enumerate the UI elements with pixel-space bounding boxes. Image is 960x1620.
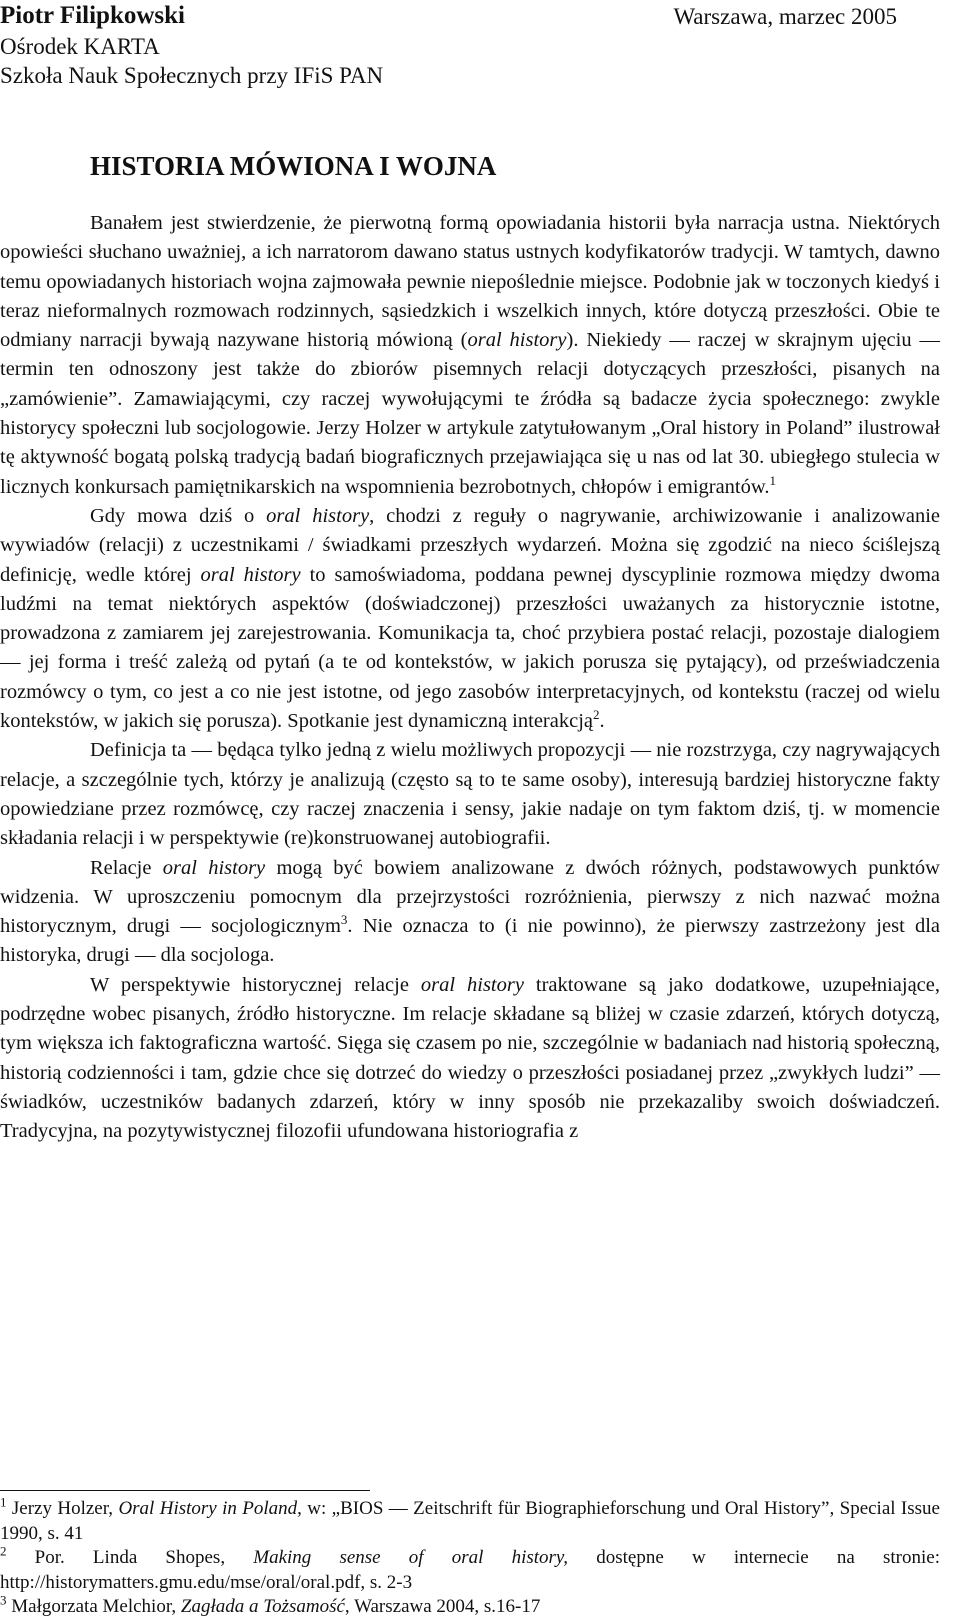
italic-term: oral history: [200, 563, 301, 586]
footnote-text: , Warszawa 2004, s.16-17: [344, 1596, 541, 1617]
italic-term: oral history: [266, 504, 370, 527]
paragraph-text: W perspektywie historycznej relacje: [90, 973, 421, 996]
italic-term: oral history: [162, 856, 266, 879]
footnote-ref-1[interactable]: 1: [769, 472, 776, 488]
paragraph-text: ). Niekiedy — raczej w skrajnym ujęciu — termin ten odnoszony jest także do zbiorów pisemnych relacji dotyczących przeszłości, pisanych na „zamówienie”. Zamawiającymi, czy raczej wywołującymi te źródła są badacze życia społecznego: zwykle historycy społeczni lub socjologowie. Jerzy Holzer w artykule zatytułowanym „Oral history in Poland” ilustrował tę aktywność bogatą polską tradycją badań biograficznych przejawiająca się u nas od lat 30. ubiegłego stulecia w licznych konkursach pamiętnikarskich na wspomnienia bezrobotnych, chłopów i emigrantów.: [0, 329, 941, 498]
paragraph-text: to samoświadoma, poddana pewnej dyscyplinie rozmowa między dwoma ludźmi na temat niektórych aspektów (doświadczonej) przeszłości uważanych za historycznie istotne, prowadzona z zamiarem jej zarejestrowania. Komunikacja ta, choć przybiera postać relacji, pozostaje dialogiem — jej forma i treść zależą od pytań (a te od kontekstów, w jakich porusza się pytający), od przeświadczenia rozmówcy o tym, co jest a co nie jest istotne, od jego zasobów interpretacyjnych, od kontekstu (raczej od wielu kontekstów, w jakich się porusza). Spotkanie jest dynamiczną interakcją: [0, 563, 940, 733]
footnote-text: , w: „BIOS — Zeitschrift für Biographieforschung und Oral History”, Special Issue 1990, s. 41: [0, 1498, 940, 1544]
organization-line-1: Ośrodek KARTA: [0, 34, 160, 59]
document-body: [0, 209, 940, 1147]
footnote-separator: [0, 1490, 370, 1491]
paragraph-text: Definicja ta — będąca tylko jedną z wielu możliwych propozycji — nie rozstrzyga, czy nagrywających relacje, a szczególnie tych, którzy je analizują (często są to te same osoby), interesują bardziej historyczne fakty opowiedziane przez rozmówcę, czy raczej znaczenia i sensy, jakie nadaje on tym faktom dziś, tj. w momencie składania relacji i w perspektywie (re)konstruowanej autobiografii.: [0, 739, 940, 850]
paragraph-3: [0, 736, 940, 853]
document-title: HISTORIA MÓWIONA I WOJNA: [90, 151, 497, 181]
paragraph-text: .: [599, 710, 605, 733]
paragraph-text: . Nie oznacza to (i nie powinno), że pierwszy zastrzeżony jest dla historyka, drugi — dla socjologa.: [0, 915, 941, 967]
footnote-title: Oral History in Poland: [118, 1498, 298, 1519]
paragraph-5: [0, 971, 940, 1147]
footnote-2: [0, 1543, 940, 1595]
footnote-text: Por. Linda Shopes,: [6, 1547, 254, 1568]
place-and-date: Warszawa, marzec 2005: [673, 4, 897, 29]
footnote-text: Jerzy Holzer,: [6, 1498, 119, 1519]
paragraph-text: Gdy mowa dziś o: [90, 504, 267, 527]
paragraph-2: [0, 502, 940, 736]
footnote-1: [0, 1494, 940, 1546]
paragraph-text: traktowane są jako dodatkowe, uzupełniające, podrzędne wobec pisanych, źródło historyczne. Im relacje składane są bliżej w czasie zdarzeń, których dotyczą, tym większa ich faktograficzna wartość. Sięga się czasem po nie, szczególnie w badaniach nad historią społeczną, historią codzienności i tam, gdzie chce się dotrzeć do wiedzy o przeszłości posiadanej przez „zwykłych ludzi” — świadków, uczestników badanych zdarzeń, który w inny sposób nie przekazaliby swoich doświadczeń. Tradycyjna, na pozytywistycznej filozofii ufundowana historiografia z: [0, 973, 941, 1143]
footnote-title: Zagłada a Tożsamość: [180, 1596, 345, 1617]
paragraph-text: mogą być bowiem analizowane z dwóch różnych, podstawowych punktów widzenia. W uproszczeniu pomocnym dla przejrzystości rozróżnienia, pierwszy z nich nazwać można historycznym, drugi — socjologicznym: [0, 856, 940, 938]
paragraph-4: [0, 854, 940, 971]
italic-term: oral history: [420, 973, 524, 996]
italic-term: oral history: [467, 329, 567, 352]
footnote-text: dostępne w internecie na stronie: http://historymatters.gmu.edu/mse/oral/oral.pdf, s. 2-3: [0, 1547, 940, 1593]
author-name: Piotr Filipkowski: [0, 2, 185, 29]
paragraph-1: [0, 209, 940, 502]
footnote-title: Making sense of oral history,: [253, 1547, 569, 1568]
organization-line-2: Szkoła Nauk Społecznych przy IFiS PAN: [0, 63, 384, 88]
footnote-number: 1: [0, 1494, 7, 1510]
footnote-ref-3[interactable]: 3: [340, 912, 348, 928]
paragraph-text: Relacje: [90, 856, 163, 879]
footnote-3: [0, 1592, 940, 1620]
paragraph-text: , chodzi z reguły o nagrywanie, archiwizowanie i analizowanie wywiadów (relacji) z uczestnikami / świadkami przeszłych wydarzeń. Można się zgodzić na nieco ściślejszą definicję, wedle której: [0, 504, 940, 586]
footnotes: [0, 1494, 940, 1620]
footnote-ref-2[interactable]: 2: [593, 707, 600, 723]
paragraph-text: Banałem jest stwierdzenie, że pierwotną formą opowiadania historii była narracja ustna. Niektórych opowieści słuchano uważniej, a ich narratorom dawano status ustnych kodyfikatorów tradycji. W tamtych, dawno temu opowiadanych historiach wojna zajmowała pewnie niepoślednie miejsce. Podobnie jak w toczonych kiedyś i teraz nieformalnych rozmowach rodzinnych, sąsiedzkich i wszelkich innych, które dotyczą przeszłości. Obie te odmiany narracji bywają nazywane historią mówioną (: [0, 212, 940, 352]
footnote-number: 3: [0, 1592, 7, 1608]
footnote-number: 2: [0, 1543, 7, 1559]
footnote-text: Małgorzata Melchior,: [6, 1596, 181, 1617]
